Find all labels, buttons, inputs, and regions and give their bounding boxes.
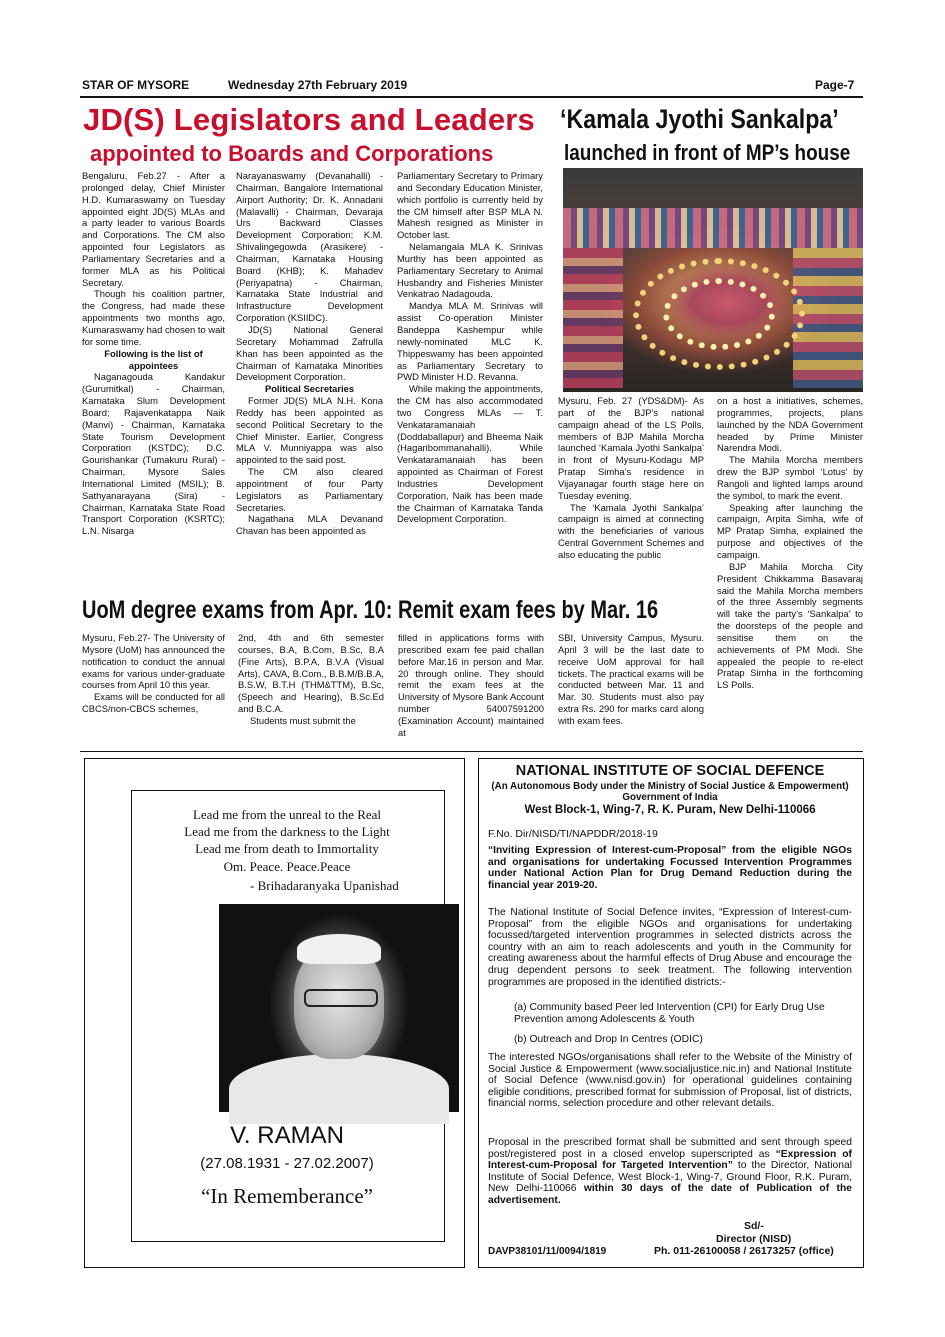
masthead-paper-name: STAR OF MYSORE xyxy=(82,78,190,92)
notice-para-2-text: The interested NGOs/organisations shall refer to the Website of the Ministry of Social Justice & Empowerment (www.socialjustice.nic.in) and National Institute of Social Defence (www.nisd.gov.in) for operational guidelines containing eligible conditions, prescribed format for submission of Proposal, list of districts, financial norms, selection procedure and other relevant details. xyxy=(488,1052,852,1110)
story2-headline-line1: ‘Kamala Jyothi Sankalpa’ xyxy=(560,104,839,134)
notice-item-b-text: (b) Outreach and Drop In Centres (ODIC) xyxy=(514,1034,703,1045)
story1-headline-line2: appointed to Boards and Corporations xyxy=(90,141,494,166)
obituary-tagline: “In Rememberance” xyxy=(201,1184,373,1208)
story1-para: Bengaluru, Feb.27 - After a prolonged delay, Chief Minister H.D. Kumaraswamy on Tuesday appointed eight JD(S) MLAs and a party leader to various Boards and Corporations. The CM also appointed four Legislators as Parliamentary Secretaries and a former MLA as his Political Secretary. xyxy=(82,170,225,288)
story1-para: Mandya MLA M. Srinivas will assist Co-operation Minister Bandeppa Kashempur while newly-nominated MLC K. Thippeswamy has been appointed as Parliamentary Secretary to PWD Minister H.D. Revanna. xyxy=(397,300,543,383)
masthead-rule xyxy=(80,96,863,98)
notice-para-1 xyxy=(488,907,852,988)
portrait-photo xyxy=(219,904,459,1112)
notice-title xyxy=(488,845,852,891)
notice-title-text: “Inviting Expression of Interest-cum-Proposal” from the eligible NGOs and organisations for undertaking Focussed Intervention Programmes under National Action Plan for Drug Demand Reduction during the financial year 2019-20. xyxy=(488,845,852,891)
story3-column-3 xyxy=(398,632,544,739)
notice-davp-code: DAVP38101/11/0094/1819 xyxy=(488,1246,607,1257)
story3-para: 2nd, 4th and 6th semester courses, B.A, B.Com, B.Sc, B.A (Fine Arts), B.P.A, B.V.A (Visual Arts), CAVA, B.Com., B.B.M/B.B.A, B.S.W, B.T.H (THM&TTM), B.Sc, (Speech and Hearing), B.Sc.Ed and B.C.A. xyxy=(238,632,384,715)
story2-headline-line2: launched in front of MP’s house xyxy=(564,140,851,165)
obituary-dates: (27.08.1931 - 27.02.2007) xyxy=(200,1155,374,1172)
story1-para: The CM also cleared appointment of four Party Legislators as Parliamentary Secretaries. xyxy=(236,466,383,513)
notice-item-a xyxy=(514,1002,844,1025)
story3-para: filled in applications forms with prescribed exam fee paid challan before Mar.16 in person and Mar. 20 through online. They should remit the exam fees at the University of Mysore Bank Account number 54007591200 (Examination Account) maintained at xyxy=(398,632,544,738)
story2-para: BJP Mahila Morcha City President Chikkamma Basavaraj said the Mahila Morcha members of the three Assembly segments will take the party’s ‘Sankalpa’ to the doorsteps of the people and sensitise them on the achievements of PM Modi. She appealed the people to re-elect Pratap Simha in the forthcoming LS Polls. xyxy=(717,560,863,691)
story1-para: Naganagouda Kandakur (Gurumitkal) - Chairman, Karnataka Slum Development Board; Rajavenkatappa Naik (Manvi) - Chairman, Karnataka State Tourism Development Corporation (KSTDC); D.C. Gourishankar (Tumakuru Rural) - Chairman, Mysore Sales International Limited (MSIL); B. Sathyanarayana (Sira) - Chairman, Karnataka State Road Transport Corporation (KSRTC); L.N. Nisarga xyxy=(82,371,225,537)
story1-headline-line1: JD(S) Legislators and Leaders xyxy=(83,102,535,137)
masthead-date: Wednesday 27th February 2019 xyxy=(228,78,408,92)
story1-column-2 xyxy=(236,170,383,537)
verse-line-1: Lead me from the unreal to the Real xyxy=(192,807,382,822)
story1-column-1 xyxy=(82,170,225,537)
photo-crowd-back xyxy=(563,208,863,248)
notice-director: Director (NISD) xyxy=(716,1233,792,1245)
story3-para: Students must submit the xyxy=(250,714,356,726)
story3-column-4 xyxy=(558,632,704,727)
notice-para-3-d: within 30 days of the date of Publication of the advertisement. xyxy=(488,1183,852,1206)
notice-para-3-b: “Expression of Interest-cum-Proposal for Targeted Intervention” xyxy=(488,1148,852,1172)
story1-para: JD(S) National General Secretary Mohammad Zafrulla Khan has been appointed as the Chairman of Karnataka Minorities Development Corporation. xyxy=(236,323,383,383)
story2-column-1 xyxy=(558,395,704,561)
notice-para-3-text xyxy=(488,1137,852,1207)
story2-para: The ‘Kamala Jyothi Sankalpa’ campaign is aimed at connecting with the beneficiaries of various Central Government Schemes and also educating the public xyxy=(558,501,704,560)
story1-para: Narayanaswamy (Devanahalli) - Chairman, Bangalore International Airport Authority; Dr. K. Annadani (Malavalli) - Chairman, Devaraja Urs Backward Classes Development Corporation; K.M. Shivalingegowda (Arasikere) - Chairman, Karnataka Housing Board (KHB); K. Mahadev (Periyapatna) - Chairman, Karnataka State Industrial and Infrastructure Development Corporation (KSIIDC). xyxy=(236,170,383,324)
section-divider xyxy=(80,751,863,752)
notice-item-b xyxy=(514,1034,844,1046)
story3-column-1 xyxy=(82,632,225,715)
notice-para-3 xyxy=(488,1137,852,1207)
story1-subhead-political: Political Secretaries xyxy=(264,383,355,395)
story2-para: Speaking after launching the campaign, Arpita Simha, wife of MP Pratap Simha, explained the purpose and objectives of the campaign. xyxy=(717,501,863,560)
verse-line-2: Lead me from the darkness to the Light xyxy=(184,824,390,839)
notice-sd: Sd/- xyxy=(744,1220,764,1232)
notice-org-name: NATIONAL INSTITUTE OF SOCIAL DEFENCE xyxy=(515,763,825,779)
obituary-name: V. RAMAN xyxy=(230,1122,344,1149)
portrait-glasses xyxy=(304,989,378,1007)
story1-para: While making the appointments, the CM has also accommodated two Congress MLAs — T. Venkataramanaiah (Doddaballapur) and Bheema Naik (Hagaribommanahalli). While Venkataramanaiah has been appointed as Chairman of Forest Industries Development Corporation, Naik has been made the Chairman of Karnataka Tanda Development Corporation. xyxy=(397,383,543,525)
story1-para: Former JD(S) MLA N.H. Kona Reddy has been appointed as second Political Secretary to the Chief Minister. Earlier, Congress MLA V. Munniyappa was also appointed to the said post. xyxy=(236,395,383,466)
verse-line-4: Om. Peace. Peace.Peace xyxy=(223,859,351,874)
story3-column-2 xyxy=(238,632,384,727)
story1-para: Nagathana MLA Devanand Chavan has been appointed as xyxy=(236,513,383,537)
story1-para: Nelamangala MLA K. Srinivas Murthy has been appointed as Parliamentary Secretary to Animal Husbandry and Fisheries Minister Venkatrao Nadagouda. xyxy=(397,241,543,300)
story2-para: Mysuru, Feb. 27 (YDS&DM)- As part of the BJP’s national campaign ahead of the LS Polls, members of BJP Mahila Morcha launched ‘Kamala Jyothi Sankalpa’ in front of Mysuru-Kodagu MP Pratap Simha’s residence in Vijayanagar fourth stage here on Tuesday evening. xyxy=(558,395,704,501)
verse-line-3: Lead me from death to Immortality xyxy=(195,841,379,856)
notice-item-a-text: (a) Community based Peer led Intervention (CPI) for Early Drug Use Prevention among Adolescents & Youth xyxy=(514,1002,825,1025)
portrait-shoulders xyxy=(229,1054,449,1124)
notice-para-3-a: Proposal in the prescribed format shall be submitted and sent through speed post/registered post in a closed envelop superscripted as xyxy=(488,1137,852,1160)
notice-phone: Ph. 011-26100058 / 26173257 (office) xyxy=(654,1245,834,1257)
photo-lamp-ring-inner xyxy=(663,278,775,350)
story2-column-2 xyxy=(717,395,863,691)
story3-para: SBI, University Campus, Mysuru. April 3 will be the last date to receive UoM approval for hall tickets. The practical exams will be conducted between Mar. 11 and Mar. 30. Students must also pay extra Rs. 290 for marks card along with exam fees. xyxy=(558,632,704,726)
notice-para-2 xyxy=(488,1052,852,1110)
kamala-jyothi-photo xyxy=(563,168,863,392)
story1-para: Though his coalition partner, the Congress, had made these appointments two months ago, Kumaraswamy had chosen to wait for some time. xyxy=(82,288,225,347)
notice-govt: Government of India xyxy=(622,792,718,803)
story3-headline: UoM degree exams from Apr. 10: Remit exam fees by Mar. 16 xyxy=(82,596,659,624)
photo-crowd-left xyxy=(563,248,623,388)
masthead-page-number: Page-7 xyxy=(815,78,855,92)
verse-attribution: - Brihadaranyaka Upanishad xyxy=(250,878,399,893)
story2-para: The Mahila Morcha members drew the BJP symbol ‘Lotus’ by Rangoli and lighted lamps around the symbol, to mark the event. xyxy=(717,454,863,501)
portrait-hair xyxy=(297,934,381,964)
notice-address: West Block-1, Wing-7, R. K. Puram, New Delhi-110066 xyxy=(524,804,816,816)
notice-subtitle: (An Autonomous Body under the Ministry of Social Justice & Empowerment) xyxy=(491,781,849,792)
notice-para-3-c: to the Director, National Institute of Social Defence, West Block-1, Wing-7, Ground Floor, R.K. Puram, New Delhi-110066 xyxy=(488,1160,852,1195)
notice-para-1-text: The National Institute of Social Defence invites, “Expression of Interest-cum-Proposal” from the eligible NGOs and organisations for undertaking focussed/targeted intervention programmes in selected districts across the country with an aim to reach adolescents and youth in the Community for creating awareness about the harmful effects of Drug Abuse and encourage the drug dependent persons to seek treatment. The following intervention programmes are proposed in the identified districts:- xyxy=(488,907,852,988)
story1-para: Parliamentary Secretary to Primary and Secondary Education Minister, which portfolio is currently held by the CM himself after BSP MLA N. Mahesh resigned as Minister in October last. xyxy=(397,170,543,241)
story3-para: Mysuru, Feb.27- The University of Mysore (UoM) has announced the notification to conduct the annual exams for various under-graduate courses from April 10 this year. xyxy=(82,632,225,691)
story1-column-3 xyxy=(397,170,543,525)
notice-file-number: F.No. Dir/NISD/TI/NAPDDR/2018-19 xyxy=(488,828,658,840)
story1-subhead-appointees: Following is the list of appointees xyxy=(104,347,203,371)
story3-para: Exams will be conducted for all CBCS/non-CBCS schemes, xyxy=(82,691,225,715)
story2-para: on a host a initiatives, schemes, programmes, projects, plans launched by the NDA Government headed by Prime Minister Narendra Modi. xyxy=(717,395,863,454)
